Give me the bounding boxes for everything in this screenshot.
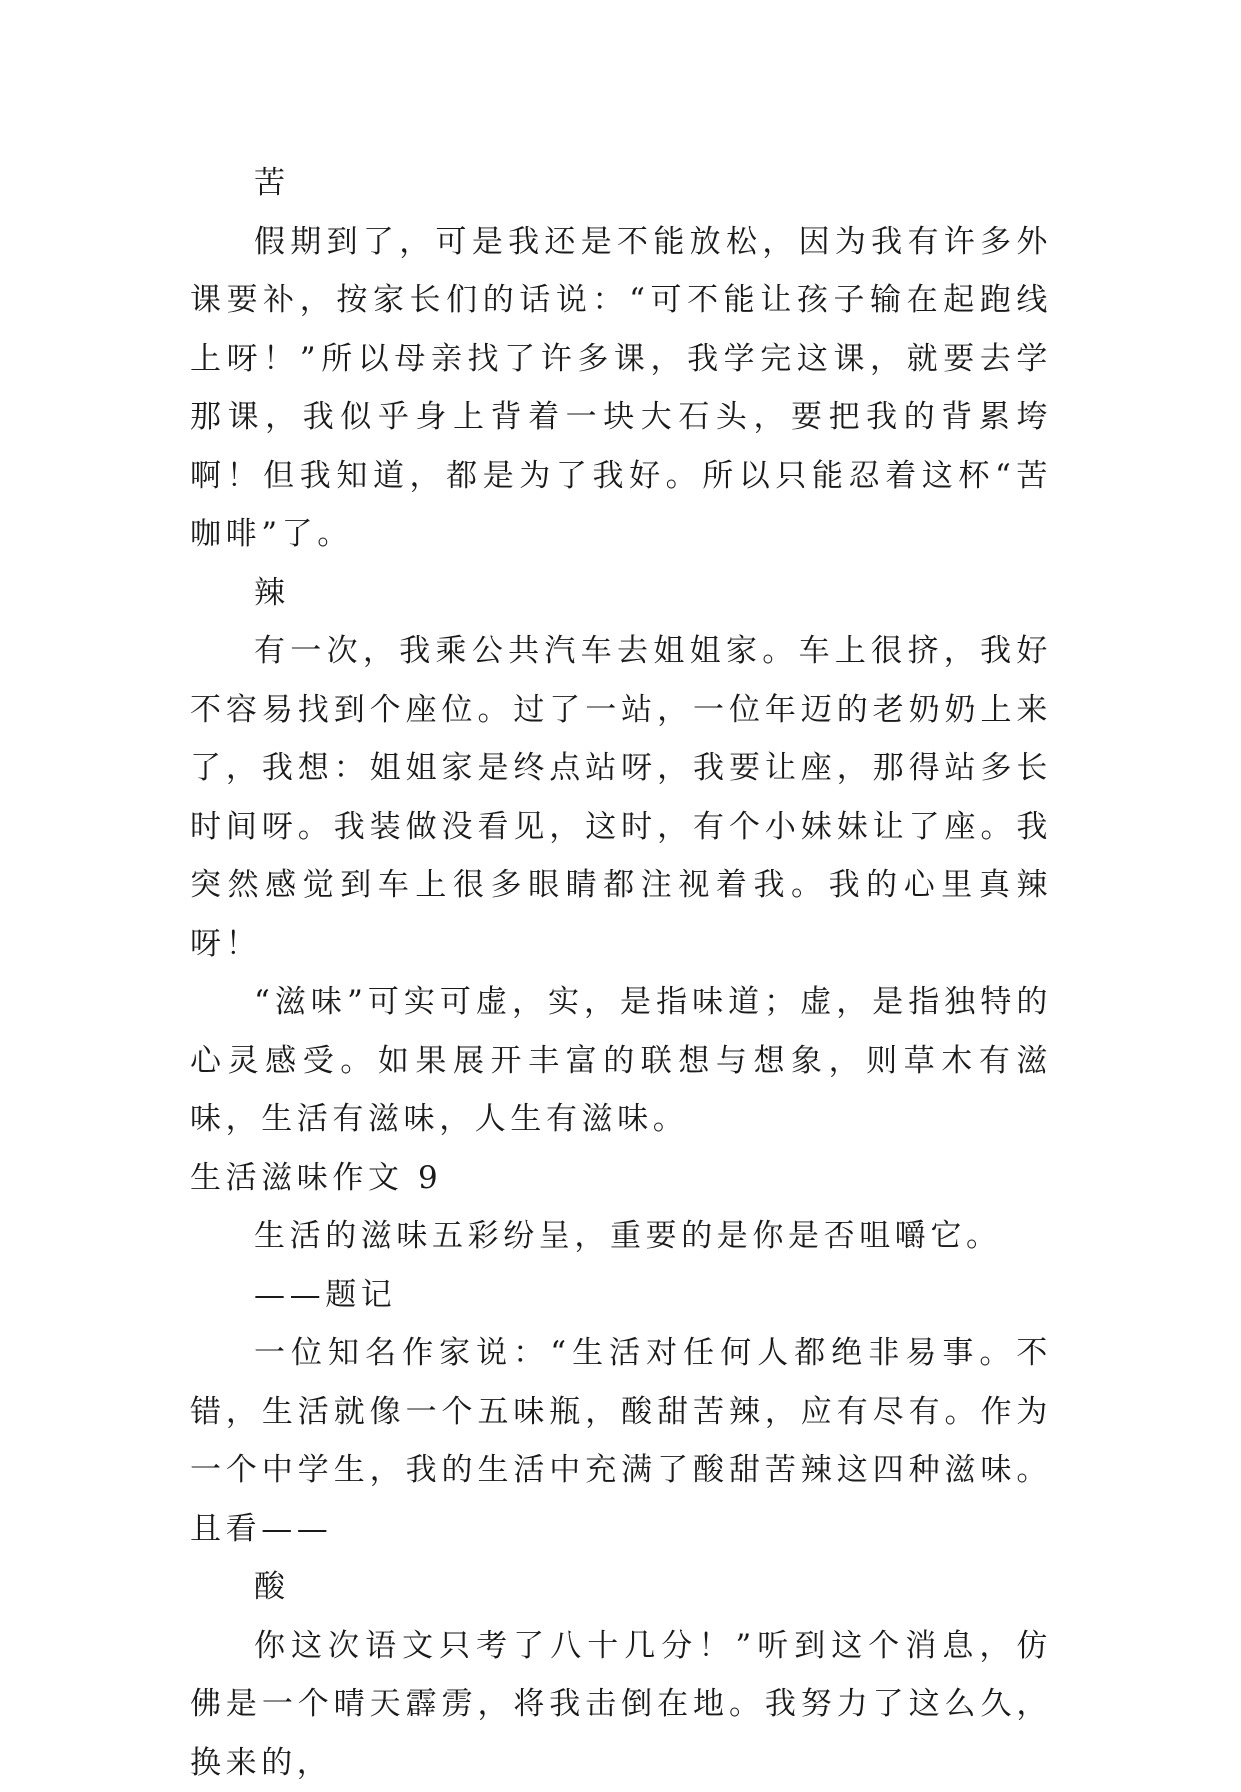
paragraph-intro: 一位知名作家说：“生活对任何人都绝非易事。不错，生活就像一个五味瓶，酸甜苦辣，应有尽有。作为一个中学生，我的生活中充满了酸甜苦辣这四种滋味。且看—— [190, 1324, 1052, 1558]
paragraph-sour: 你这次语文只考了八十几分！”听到这个消息，仿佛是一个晴天霹雳，将我击倒在地。我努力了这么久，换来的， [190, 1617, 1052, 1792]
section-heading-sour: 酸 [190, 1558, 1052, 1617]
paragraph-bitter: 假期到了，可是我还是不能放松，因为我有许多外课要补，按家长们的话说：“可不能让孩子输在起跑线上呀！”所以母亲找了许多课，我学完这课，就要去学那课，我似乎身上背着一块大石头，要把我的背累垮啊！但我知道，都是为了我好。所以只能忍着这杯“苦咖啡”了。 [190, 213, 1052, 564]
epigraph-attribution: ——题记 [190, 1266, 1052, 1325]
document-body [190, 154, 1052, 1792]
section-heading-spicy: 辣 [190, 564, 1052, 623]
paragraph-spicy: 有一次，我乘公共汽车去姐姐家。车上很挤，我好不容易找到个座位。过了一站，一位年迈的老奶奶上来了，我想：姐姐家是终点站呀，我要让座，那得站多长时间呀。我装做没看见，这时，有个小妹妹让了座。我突然感觉到车上很多眼睛都注视着我。我的心里真辣呀！ [190, 622, 1052, 973]
section-heading-bitter: 苦 [190, 154, 1052, 213]
paragraph-conclusion: “滋味”可实可虚，实，是指味道；虚，是指独特的心灵感受。如果展开丰富的联想与想象，则草木有滋味，生活有滋味，人生有滋味。 [190, 973, 1052, 1149]
essay-title: 生活滋味作文 9 [190, 1149, 1052, 1208]
epigraph: 生活的滋味五彩纷呈，重要的是你是否咀嚼它。 [190, 1207, 1052, 1266]
